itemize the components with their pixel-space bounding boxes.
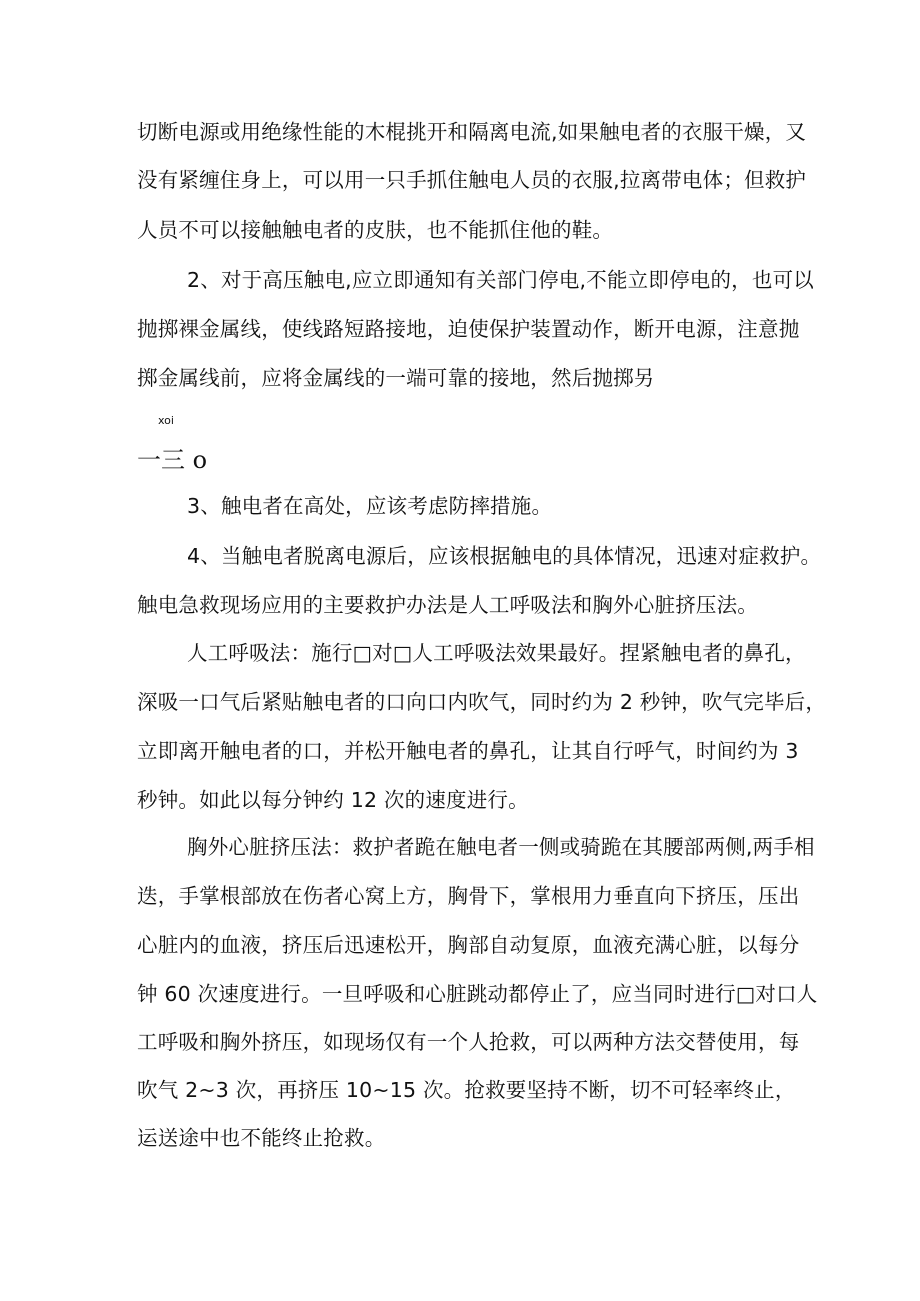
paragraph-line: 吹气 2~3 次，再挤压 10~15 次。抢救要坚持不断，切不可轻率终止，: [137, 1078, 796, 1102]
paragraph-line: 钟 60 次速度进行。一旦呼吸和心脏跳动都停止了，应当同时进行□对口人: [137, 982, 818, 1006]
paragraph-line: 秒钟。如此以每分钟约 12 次的速度进行。: [137, 788, 529, 812]
paragraph-line: 人员不可以接触触电者的皮肤，也不能抓住他的鞋。: [137, 218, 614, 242]
paragraph-line: 2、对于高压触电,应立即通知有关部门停电,不能立即停电的，也可以: [187, 268, 814, 292]
paragraph-line: 工呼吸和胸外挤压，如现场仅有一个人抢救，可以两种方法交替使用，每: [137, 1030, 800, 1054]
paragraph-line: 深吸一口气后紧贴触电者的口向口内吹气，同时约为 2 秒钟，吹气完毕后，: [137, 690, 827, 714]
paragraph-line: 3、触电者在高处，应该考虑防摔措施。: [187, 494, 553, 518]
paragraph-line: 胸外心脏挤压法：救护者跪在触电者一侧或骑跪在其腰部两侧,两手相: [187, 835, 815, 859]
paragraph-line: 掷金属线前，应将金属线的一端可靠的接地，然后抛掷另: [137, 366, 655, 390]
paragraph-line: 抛掷裸金属线，使线路短路接地，迫使保护装置动作，断开电源，注意抛: [137, 317, 800, 341]
paragraph-line: 立即离开触电者的口，并松开触电者的鼻孔，让其自行呼气，时间约为 3: [137, 739, 799, 763]
paragraph-line: 运送途中也不能终止抢救。: [137, 1126, 386, 1150]
paragraph-line: 迭，手掌根部放在伤者心窝上方，胸骨下，掌根用力垂直向下挤压，压出: [137, 884, 800, 908]
paragraph-line: 切断电源或用绝缘性能的木棍挑开和隔离电流,如果触电者的衣服干燥，又: [137, 120, 807, 144]
paragraph-line: 触电急救现场应用的主要救护办法是人工呼吸法和胸外心脏挤压法。: [137, 593, 758, 617]
margin-note: xoi: [158, 414, 174, 427]
paragraph-line: 没有紧缠住身上，可以用一只手抓住触电人员的衣服,拉离带电体；但救护: [137, 168, 807, 192]
paragraph-line: 人工呼吸法：施行□对□人工呼吸法效果最好。捏紧触电者的鼻孔，: [187, 641, 806, 665]
paragraph-line: 4、当触电者脱离电源后，应该根据触电的具体情况，迅速对症救护。: [187, 544, 822, 568]
paragraph-line: 心脏内的血液，挤压后迅速松开，胸部自动复原，血液充满心脏，以每分: [137, 933, 800, 957]
text-fragment: 一三 o: [137, 446, 208, 474]
